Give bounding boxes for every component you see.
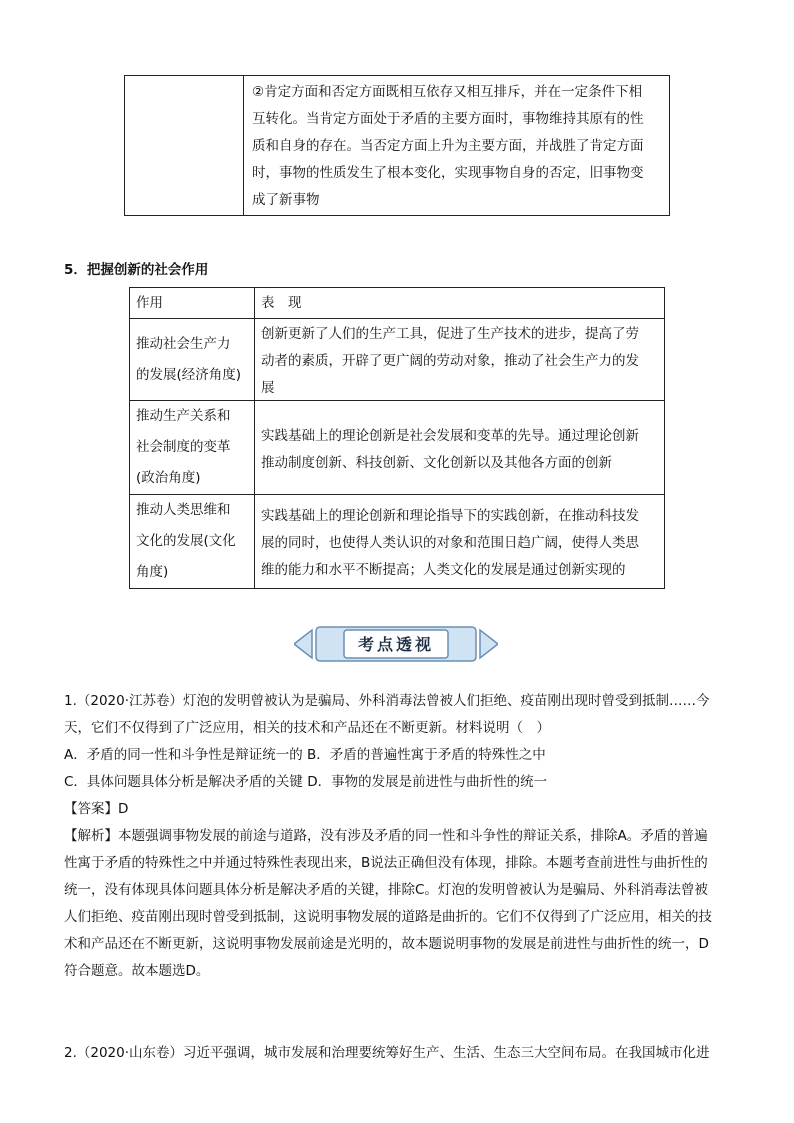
cell-line: 创新更新了人们的生产工具，促进了生产技术的进步，提高了劳 (261, 326, 639, 342)
desc-cell (255, 401, 665, 495)
table-header-row (130, 288, 665, 319)
cell-line: 的发展(经济角度) (136, 366, 242, 383)
analysis-line: 符合题意。故本题选D。 (64, 963, 210, 979)
header-cell-expression: 表 现 (255, 288, 665, 319)
cell-line: 推动制度创新、科技创新、文化创新以及其他各方面的创新 (261, 454, 612, 471)
question-stem-line: 天，它们不仅得到了广泛应用，相关的技术和产品还在不断更新。材料说明（ ） (64, 720, 550, 736)
cell-line: 推动人类思维和 (136, 502, 231, 518)
analysis-line: 统一，没有体现具体问题具体分析是解决矛盾的关键，排除C。灯泡的发明曾被认为是骗局、外科消毒法曾被 (64, 882, 708, 898)
cell-line: 实践基础上的理论创新和理论指导下的实践创新，在推动科技发 (261, 508, 639, 524)
table-row (125, 76, 670, 216)
cell-line: 成了新事物 (252, 192, 320, 208)
table-cell-description (244, 76, 670, 216)
role-cell (130, 495, 255, 589)
banner-label: 考点透视 (357, 635, 435, 654)
table-row (130, 495, 665, 589)
cell-line: 实践基础上的理论创新是社会发展和变革的先导。通过理论创新 (261, 427, 639, 444)
option-line: A．矛盾的同一性和斗争性是辩证统一的 B．矛盾的普遍性寓于矛盾的特殊性之中 (64, 747, 546, 763)
question-1 (64, 688, 730, 985)
cell-line: 时，事物的性质发生了根本变化，实现事物自身的否定，旧事物变 (252, 165, 644, 181)
question-2 (64, 1040, 730, 1067)
header-cell-role: 作用 (130, 288, 255, 319)
answer-line: 【答案】D (64, 801, 129, 817)
option-line: C．具体问题具体分析是解决矛盾的关键 D．事物的发展是前进性与曲折性的统一 (64, 774, 548, 790)
innovation-table (129, 287, 665, 589)
cell-line: 展的同时，也使得人类认识的对象和范围日趋广阔，使得人类思 (261, 535, 639, 551)
banner-left-arrow (294, 630, 312, 658)
cell-line: (政治角度) (136, 470, 201, 486)
cell-line: 文化的发展(文化 (136, 533, 236, 549)
cell-line: ②肯定方面和否定方面既相互依存又相互排斥，并在一定条件下相 (252, 84, 643, 100)
table-row (130, 319, 665, 401)
cell-line: 社会制度的变革 (136, 439, 231, 455)
cell-line: 推动社会生产力 (136, 335, 231, 352)
role-cell (130, 319, 255, 401)
cell-line: 角度) (136, 564, 169, 580)
question-stem-line: 2.（2020·山东卷）习近平强调，城市发展和治理要统筹好生产、生活、生态三大空间布局。在我国城市化进 (64, 1045, 710, 1061)
analysis-line: 性寓于矛盾的特殊性之中并通过特殊性表现出来，B说法正确但没有体现，排除。本题考查前进性与曲折性的 (64, 855, 708, 871)
cell-line: 推动生产关系和 (136, 408, 231, 424)
desc-cell (255, 319, 665, 401)
desc-cell (255, 495, 665, 589)
cell-line: 维的能力和水平不断提高；人类文化的发展是通过创新实现的 (261, 562, 626, 578)
analysis-line: 人们拒绝、疫苗刚出现时曾受到抵制，这说明事物发展的道路是曲折的。它们不仅得到了广泛应用，相关的技 (64, 909, 712, 925)
cell-line: 质和自身的存在。当否定方面上升为主要方面，并战胜了肯定方面 (252, 138, 644, 154)
table-cell-empty (125, 76, 244, 216)
section-banner (294, 624, 498, 664)
analysis-line: 术和产品还在不断更新，这说明事物发展前途是光明的，故本题说明事物的发展是前进性与曲折性的统一，D (64, 936, 709, 952)
question-stem-line: 1.（2020·江苏卷）灯泡的发明曾被认为是骗局、外科消毒法曾被人们拒绝、疫苗刚出现时曾受到抵制……今 (64, 693, 710, 709)
cell-line: 展 (261, 380, 275, 396)
section-title: 5．把握创新的社会作用 (64, 262, 209, 278)
contradiction-table (124, 75, 670, 216)
analysis-line: 【解析】本题强调事物发展的前途与道路，没有涉及矛盾的同一性和斗争性的辩证关系，排除A。矛盾的普遍 (64, 828, 708, 844)
role-cell (130, 401, 255, 495)
cell-line: 互转化。当肯定方面处于矛盾的主要方面时，事物维持其原有的性 (252, 111, 644, 127)
banner-right-arrow (480, 630, 498, 658)
table-row (130, 401, 665, 495)
cell-line: 动者的素质，开辟了更广阔的劳动对象，推动了社会生产力的发 (261, 353, 639, 369)
